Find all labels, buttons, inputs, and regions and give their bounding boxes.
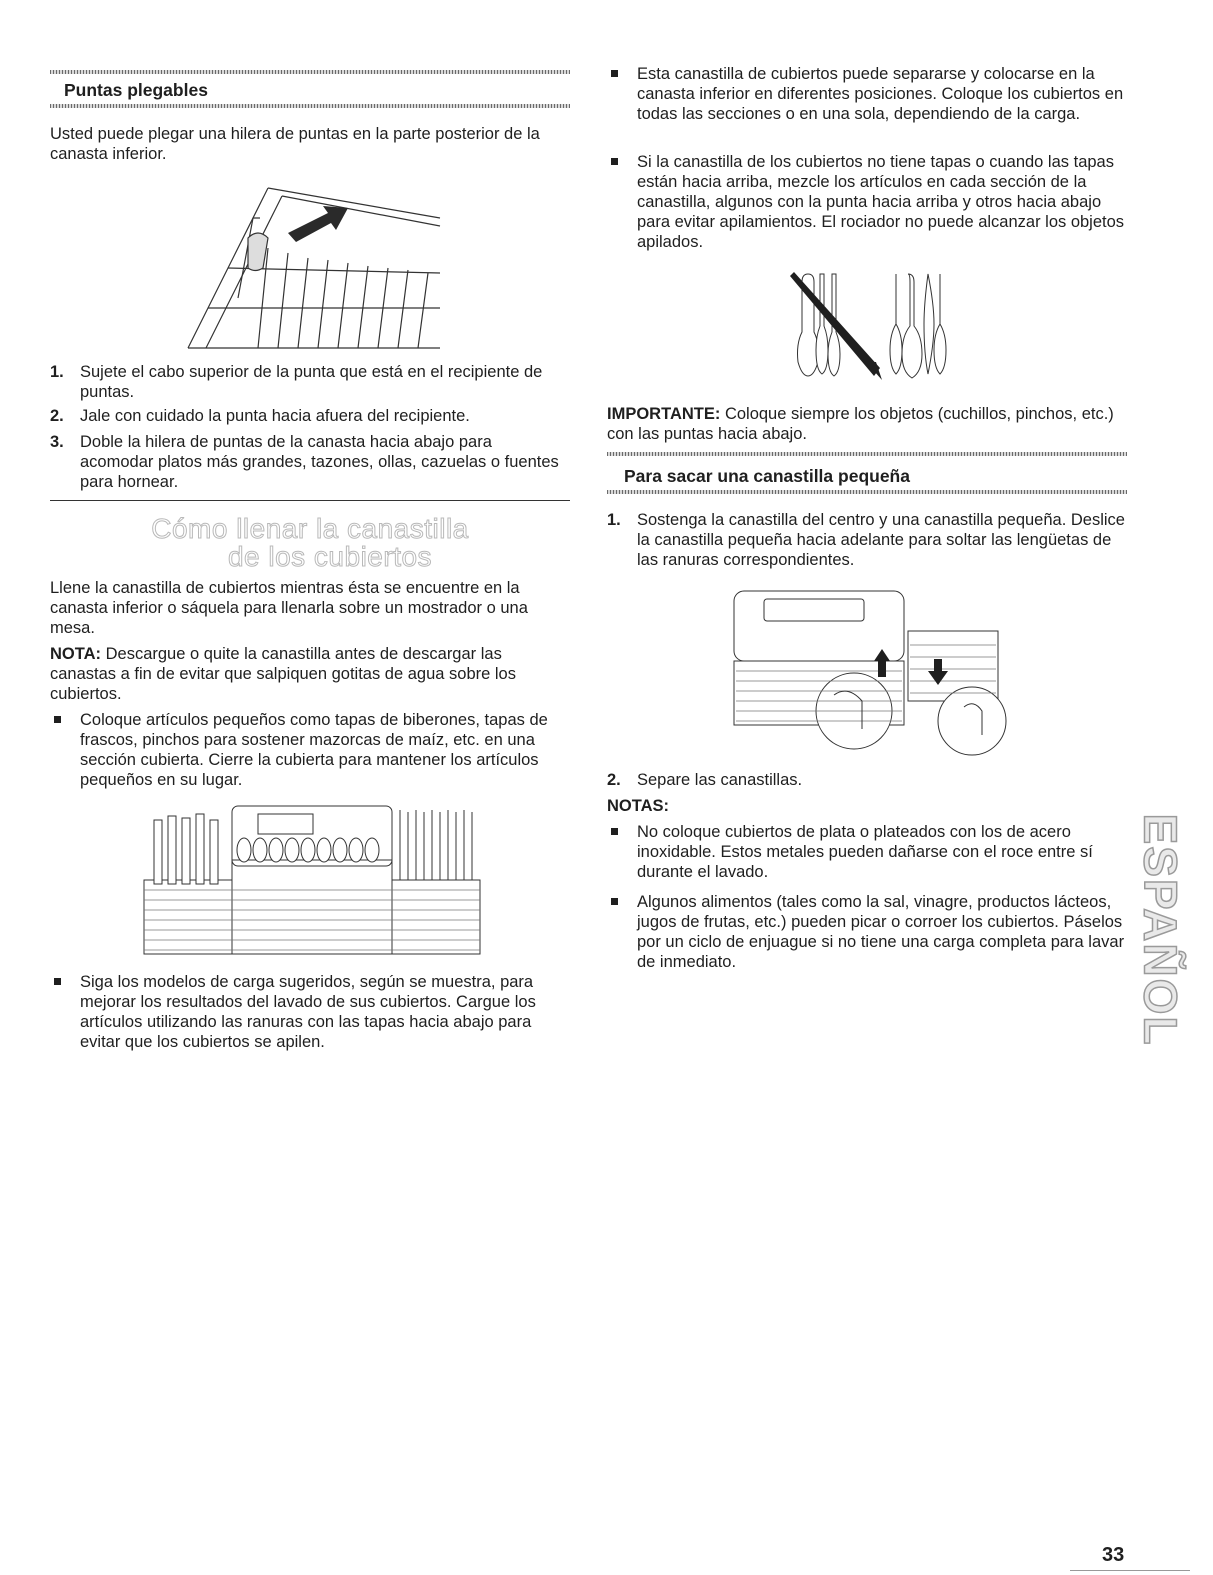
step-number-1: 1. bbox=[50, 363, 64, 381]
language-side-tab-label: ESPAÑOL bbox=[1134, 813, 1187, 1047]
nota-label: NOTA: bbox=[50, 645, 102, 663]
heading-rule-top bbox=[607, 452, 1127, 456]
left-bullet-2: Siga los modelos de carga sugeridos, según se muestra, para mejorar los resultados del lavado de sus cubiertos. Cargue los artículos utilizando las ranuras con las tapas hacia abajo para evitar que los cubiertos se apilen. bbox=[80, 973, 536, 1051]
basket-removal-illustration bbox=[724, 585, 1014, 757]
heading-rule-bottom bbox=[607, 490, 1127, 494]
right-bullet-2: Si la canastilla de los cubiertos no tiene tapas o cuando las tapas están hacia arriba, mezcle los artículos en cada sección de la canastilla, algunos con la punta hacia arriba y otros hacia abajo para evitar apilamientos. El rociador no puede alcanzar los objetos apilados. bbox=[637, 153, 1125, 251]
language-side-tab bbox=[1130, 800, 1190, 1060]
puntas-intro: Usted puede plegar una hilera de puntas en la parte posterior de la canasta inferior. bbox=[50, 125, 540, 163]
importante-paragraph bbox=[607, 404, 1127, 444]
notas-label: NOTAS: bbox=[607, 797, 670, 815]
section-intro: Llene la canastilla de cubiertos mientras ésta se encuentre en la canasta inferior o sáquela para llenarla sobre un mostrador o una mesa. bbox=[50, 579, 528, 637]
step-number-3: 3. bbox=[50, 433, 64, 451]
sacar-step-number-1: 1. bbox=[607, 511, 621, 529]
notas-bullet-1: No coloque cubiertos de plata o plateados con los de acero inoxidable. Estos metales pueden dañarse con el roce entre sí durante el lavado. bbox=[637, 823, 1093, 881]
importante-text: Coloque siempre los objetos (cuchillos, pinchos, etc.) con las puntas hacia abajo. bbox=[607, 405, 1114, 443]
rack-tine-illustration bbox=[178, 178, 450, 356]
step-2-text: Jale con cuidado la punta hacia afuera del recipiente. bbox=[80, 407, 470, 425]
section-title-line2: de los cubiertos bbox=[227, 541, 433, 572]
footer-rule bbox=[1070, 1570, 1190, 1571]
bullet-marker bbox=[611, 70, 618, 77]
page-number: 33 bbox=[1102, 1544, 1125, 1566]
bullet-marker bbox=[611, 898, 618, 905]
left-bullet-1: Coloque artículos pequeños como tapas de biberones, tapas de frascos, pinchos para sostener mazorcas de maíz, etc. en una sección cubierta. Cierre la cubierta para mantener los artículos pequeños en su lugar. bbox=[80, 711, 548, 789]
bullet-marker bbox=[611, 828, 618, 835]
bullet-marker bbox=[54, 978, 61, 985]
notas-bullet-2: Algunos alimentos (tales como la sal, vinagre, productos lácteos, jugos de frutas, etc.) pueden picar o corroer los cubiertos. Páselos por un ciclo de enjuague si no tiene una carga completa para lavar de inmediato. bbox=[637, 893, 1125, 971]
importante-label: IMPORTANTE: bbox=[607, 405, 721, 423]
puntas-heading: Puntas plegables bbox=[64, 80, 208, 100]
heading-rule-top bbox=[50, 70, 570, 74]
step-number-2: 2. bbox=[50, 407, 64, 425]
bullet-marker bbox=[54, 716, 61, 723]
section-title-line1: Cómo llenar la canastilla bbox=[151, 513, 469, 544]
sacar-step-1-text: Sostenga la canastilla del centro y una canastilla pequeña. Deslice la canastilla pequeña hacia adelante para soltar las lengüetas de las ranuras correspondientes. bbox=[637, 511, 1125, 569]
utensils-points-down-illustration bbox=[790, 272, 960, 382]
heading-rule-bottom bbox=[50, 104, 570, 108]
nota-text: Descargue o quite la canastilla antes de descargar las canastas a fin de evitar que salpiquen gotitas de agua sobre los cubiertos. bbox=[50, 645, 516, 703]
nota-paragraph bbox=[50, 644, 570, 704]
bullet-marker bbox=[611, 158, 618, 165]
silverware-basket-illustration bbox=[140, 800, 485, 960]
section-divider bbox=[50, 500, 570, 501]
sacar-heading: Para sacar una canastilla pequeña bbox=[624, 466, 910, 486]
right-bullet-1: Esta canastilla de cubiertos puede separarse y colocarse en la canasta inferior en diferentes posiciones. Coloque los cubiertos en todas las secciones o en una sola, dependiendo de la carga. bbox=[637, 65, 1124, 123]
sacar-step-2-text: Separe las canastillas. bbox=[637, 771, 803, 789]
step-3-text: Doble la hilera de puntas de la canasta hacia abajo para acomodar platos más grandes, tazones, ollas, cazuelas o fuentes para hornear. bbox=[80, 433, 559, 491]
sacar-step-number-2: 2. bbox=[607, 771, 621, 789]
step-1-text: Sujete el cabo superior de la punta que está en el recipiente de puntas. bbox=[80, 363, 543, 401]
